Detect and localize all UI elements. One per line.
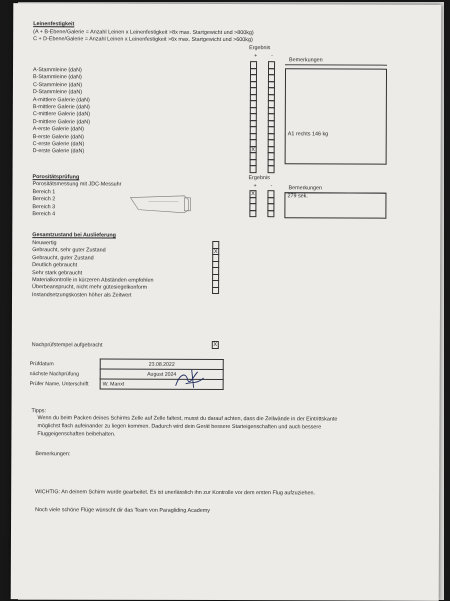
line-strength-note-2: C + D-Ebene/Galerie = Anzahl Leinen x Leinenfestigkeit >6x max. Startgewicht und >600kg) (33, 36, 253, 44)
list-item: D-Stammleine (daN) (33, 89, 90, 97)
list-item: Bereich 1 (32, 189, 55, 197)
line-strength-note-1: (A + B-Ebene/Galerie = Anzahl Leinen x Leinenfestigkeit >8x max. Startgewicht und >800kg) (33, 29, 254, 37)
list-item: Bereich 4 (32, 211, 55, 219)
list-item: A-Stammleine (daN) (33, 67, 90, 75)
list-item: Bereich 3 (32, 204, 55, 212)
porosity-result-header: Ergebnis (249, 175, 270, 182)
plus-header: + (254, 53, 257, 60)
checkbox-checked[interactable]: X (212, 341, 219, 348)
inspection-label: nächste Nachprüfung (28, 369, 101, 379)
list-item: Gebraucht, sehr guter Zustand (32, 248, 153, 256)
list-item: Überbeansprucht, nicht mehr gütesiegelkonform (32, 285, 153, 293)
remarks-box-porosity[interactable] (284, 192, 386, 218)
porosity-checkbox-column-plus (249, 191, 256, 217)
remarks-box-line-strength[interactable] (285, 68, 387, 164)
porosity-checkbox-column-minus (267, 191, 274, 217)
porosity-remarks-value: 279 sek. (287, 193, 307, 200)
result-header: Ergebnis (249, 45, 270, 52)
section-title-porosity: Porositätsprüfung (33, 174, 80, 182)
tips-line-1: Wenn du beim Packen deines Schirms Zelle auf Zelle faltest, musst du darauf achten, dass die Zellwände in der Eintrittskante (37, 415, 337, 424)
checkbox-column-plus (250, 62, 257, 173)
condition-checkbox-column (212, 242, 219, 294)
remarks-header-rule (285, 64, 387, 65)
list-item: Materialkontrolle in kürzeren Abständen empfohlen (32, 277, 153, 285)
tips-line-2: möglichst flach aufeinander zu liegen kommen. Dadurch wird dein Gerät bessere Starteigenschaften und auch bessere (37, 423, 321, 432)
closing-text: Noch viele schöne Flüge wünscht dir das Team von Paragliding Academy (35, 507, 210, 515)
list-item: A-erste Galerie (daN) (33, 126, 90, 134)
list-item: C-Stammleine (daN) (33, 82, 90, 90)
checkbox-checked[interactable]: X (212, 248, 219, 255)
list-item: B-erste Galerie (daN) (33, 134, 90, 142)
tips-line-3: Fluggeigenschaften beibehalten. (37, 431, 115, 439)
list-item: Instandsetzungskosten höher als Zeitwert (32, 292, 153, 300)
section-title-line-strength: Leinenfestigkeit (33, 21, 74, 29)
remarks-header: Bemerkungen (289, 57, 323, 65)
tips-title: Tipps: (32, 408, 47, 415)
list-item: D-mittlere Galerie (daN) (33, 119, 90, 127)
condition-list (32, 240, 154, 300)
signature-scribble (172, 366, 208, 392)
porosity-remarks-header: Bemerkungen (288, 185, 322, 193)
inspection-value: W. Manxt (103, 381, 125, 387)
porosity-plus-header: + (253, 183, 256, 190)
checkbox[interactable] (268, 165, 275, 172)
remarks-value: A1 rechts 146 kg (288, 131, 329, 139)
list-item: B-Stammleine (daN) (33, 75, 90, 83)
inspection-value[interactable]: August 2024 (100, 369, 223, 380)
porosity-list (32, 189, 55, 219)
porosity-minus-header: - (270, 183, 272, 190)
remarks-label: Bemerkungen: (35, 451, 70, 459)
list-item: Deutlich gebraucht (32, 262, 153, 270)
section-title-condition: Gesamtzustand bei Auslieferung (32, 232, 116, 240)
checkbox[interactable] (267, 210, 274, 217)
porosity-meter-illustration (128, 192, 196, 218)
list-item: D-erste Galerie (daN) (33, 149, 90, 157)
list-item: C-mittlere Galerie (daN) (33, 112, 90, 120)
stamp-label: Nachprüfstempel aufgebracht (32, 342, 103, 350)
list-item: Gebraucht, guter Zustand (32, 255, 153, 263)
list-item: C-erste Galerie (daN) (33, 141, 90, 149)
inspection-value[interactable]: 23.08.2022 (100, 359, 223, 370)
list-item: Sehr stark gebraucht (32, 270, 153, 278)
checkbox[interactable] (212, 287, 219, 294)
document-page (11, 3, 442, 601)
list-item: B-mittlere Galerie (daN) (33, 104, 90, 112)
list-item: A-mittlere Galerie (daN) (33, 97, 90, 105)
list-item: Neuwertig (32, 240, 153, 248)
porosity-subtitle: Porositätsmessung mit JDC-Messuhr (32, 181, 121, 189)
stamp-checkbox-column (212, 342, 219, 349)
checkbox-checked[interactable]: X (250, 146, 257, 153)
checkbox-checked[interactable]: X (249, 190, 256, 197)
warning-text: WICHTIG: An deinem Schirm wurde gearbeitet. Es ist unerlässlich ihn zur Kontrolle vor dem ersten Flug aufzuziehen. (35, 489, 315, 498)
minus-header: - (271, 53, 273, 60)
checkbox-column-minus (268, 62, 275, 173)
checkbox[interactable] (249, 210, 256, 217)
list-item: Bereich 2 (32, 197, 55, 205)
checkbox[interactable] (250, 165, 257, 172)
inspection-label: Prüfdatum (28, 359, 101, 369)
line-strength-list (33, 67, 91, 156)
inspection-label: Prüfer Name, Unterschrift (28, 379, 101, 389)
